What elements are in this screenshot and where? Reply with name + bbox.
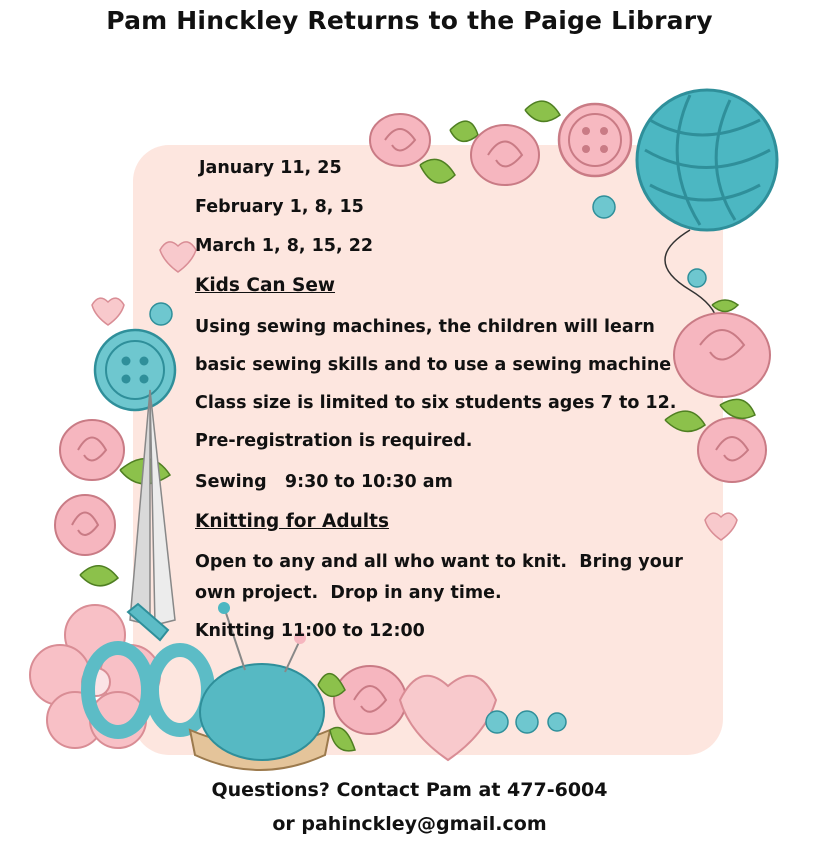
bead-icon xyxy=(548,713,566,731)
bead-icon xyxy=(150,303,172,325)
kids-heading: Kids Can Sew xyxy=(195,275,336,296)
adults-heading: Knitting for Adults xyxy=(195,511,389,532)
adults-description-line: own project. Drop in any time. xyxy=(195,583,502,603)
pink-button-icon xyxy=(559,104,631,176)
teal-button-icon xyxy=(95,330,175,410)
date-february: February 1, 8, 15 xyxy=(195,197,364,217)
bead-icon xyxy=(516,711,538,733)
adults-schedule: Knitting 11:00 to 12:00 xyxy=(195,621,425,641)
kids-description-line: Using sewing machines, the children will learn xyxy=(195,317,655,337)
heart-icon xyxy=(92,298,124,325)
rose-icon xyxy=(55,495,118,586)
contact-phone: Questions? Contact Pam at 477-6004 xyxy=(211,779,608,801)
bead-icon xyxy=(593,196,615,218)
adults-description-line: Open to any and all who want to knit. Bring your xyxy=(195,552,683,572)
kids-description-line: Pre-registration is required. xyxy=(195,431,473,451)
page-title: Pam Hinckley Returns to the Paige Library xyxy=(106,6,713,35)
bead-icon xyxy=(688,269,706,287)
date-january: January 11, 25 xyxy=(199,158,342,178)
contact-email: or pahinckley@gmail.com xyxy=(272,813,547,835)
kids-schedule: Sewing 9:30 to 10:30 am xyxy=(195,472,453,492)
kids-description-line: Class size is limited to six students ages 7 to 12. xyxy=(195,393,677,413)
date-march: March 1, 8, 15, 22 xyxy=(195,236,374,256)
kids-description-line: basic sewing skills and to use a sewing machine xyxy=(195,355,672,375)
bead-icon xyxy=(486,711,508,733)
